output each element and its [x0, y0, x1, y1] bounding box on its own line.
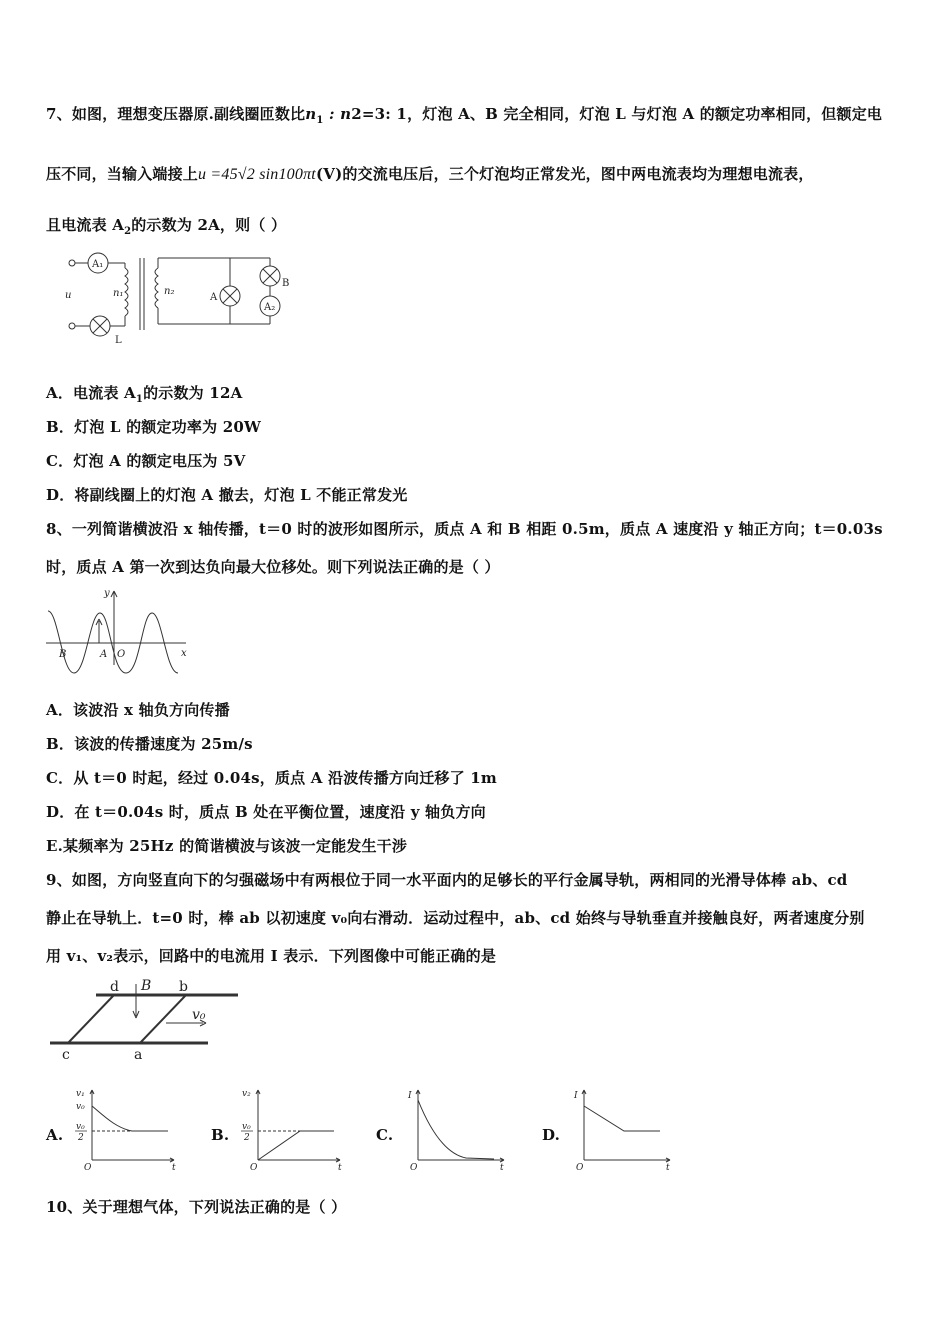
svg-text:v₀: v₀ — [76, 1122, 85, 1132]
rod-ab — [140, 995, 186, 1043]
graph-a-curve — [92, 1106, 168, 1131]
rail-v0-label: v₀ — [192, 1007, 206, 1023]
rails-figure — [48, 976, 248, 1061]
primary-coil — [125, 268, 128, 316]
svg-text:I: I — [408, 1091, 412, 1101]
transformer-circuit-figure — [60, 246, 310, 346]
voltage-formula: u =45√2 sin100πt — [198, 166, 316, 183]
svg-text:O: O — [84, 1163, 92, 1173]
svg-text:O: O — [410, 1163, 418, 1173]
q8-option-c: C．从 t＝0 时起，经过 0.04s，质点 A 沿波传播方向迁移了 1m — [46, 769, 497, 787]
svg-text:t: t — [500, 1163, 504, 1173]
rail-c-label: c — [62, 1047, 70, 1063]
q9-graph-a-letter: A. — [46, 1126, 64, 1144]
rail-b-label: b — [179, 979, 188, 995]
wave-figure — [44, 585, 194, 670]
q7-option-c: C．灯泡 A 的额定电压为 5V — [46, 452, 246, 470]
graph-d-curve — [584, 1106, 660, 1131]
q7-option-d: D．将副线圈上的灯泡 A 撤去，灯泡 L 不能正常发光 — [46, 486, 408, 504]
svg-text:O: O — [576, 1163, 584, 1173]
secondary-coil — [155, 268, 158, 308]
q8-option-d: D．在 t＝0.04s 时，质点 B 处在平衡位置，速度沿 y 轴负方向 — [46, 803, 486, 821]
wave-x-label: x — [181, 648, 187, 659]
graph-b-curve — [258, 1131, 334, 1160]
a-label: A — [210, 292, 218, 303]
q8-line1: 8、一列简谐横波沿 x 轴传播，t＝0 时的波形如图所示，质点 A 和 B 相距 0.5m，质点 A 速度沿 y 轴正方向；t＝0.03s — [46, 520, 883, 538]
q7-line3: 且电流表 $A_2$的示数为 2A，则（ ） — [46, 216, 287, 237]
wave-y-label: y — [104, 588, 110, 599]
wave-curve — [48, 611, 178, 673]
q8-option-a: A．该波沿 x 轴负方向传播 — [46, 701, 230, 719]
q8-option-e: E.某频率为 25Hz 的简谐横波与该波一定能发生干涉 — [46, 837, 408, 855]
q9-graph-c — [396, 1086, 516, 1171]
rail-a-label: a — [134, 1047, 143, 1063]
svg-text:v₀: v₀ — [76, 1102, 85, 1112]
q7-line2: 压不同，当输入端接上u =45√2 sin100πt(V)的交流电压后，三个灯泡均正常发光，图中两电流表均为理想电流表， — [46, 165, 814, 183]
rail-d-label: d — [110, 979, 119, 995]
svg-text:t: t — [666, 1163, 670, 1173]
svg-text:I: I — [574, 1091, 578, 1101]
q9-line3: 用 v₁、v₂表示，回路中的电流用 I 表示．下列图像中可能正确的是 — [46, 947, 497, 965]
n2-label: n₂ — [164, 286, 175, 297]
svg-text:t: t — [338, 1163, 342, 1173]
q8-option-b: B．该波的传播速度为 25m/s — [46, 735, 253, 753]
q9-graph-a — [64, 1086, 184, 1171]
a1-label: A₁ — [92, 259, 104, 270]
svg-text:t: t — [172, 1163, 176, 1173]
graph-c-curve — [418, 1100, 494, 1159]
b-label: B — [282, 278, 290, 289]
q9-graph-d — [562, 1086, 682, 1171]
input-terminal-bottom — [69, 323, 75, 329]
q10-line1: 10、关于理想气体，下列说法正确的是（ ） — [46, 1198, 347, 1216]
q7-option-b: B．灯泡 L 的额定功率为 20W — [46, 418, 262, 436]
input-terminal-top — [69, 260, 75, 266]
svg-text:O: O — [250, 1163, 258, 1173]
svg-text:v₂: v₂ — [242, 1089, 251, 1099]
wave-origin-label: O — [117, 649, 126, 660]
q9-line2: 静止在导轨上．t=0 时，棒 ab 以初速度 v₀向右滑动．运动过程中，ab、cd 始终与导轨垂直并接触良好，两者速度分别 — [46, 909, 865, 927]
wave-a-label: A — [100, 649, 108, 660]
q9-graph-d-letter: D. — [542, 1126, 561, 1144]
l-label: L — [115, 335, 122, 346]
wave-b-label: B — [59, 649, 67, 660]
q7-line1: 7、如图，理想变压器原.副线圈匝数比$n_1$ : n2=3: 1，灯泡 A、B 完全相同，灯泡 L 与灯泡 A 的额定功率相同，但额定电 — [46, 105, 883, 126]
svg-text:v₀: v₀ — [242, 1122, 251, 1132]
rail-b-field-label: B — [141, 978, 152, 994]
a2-label: A₂ — [264, 302, 276, 313]
svg-text:2: 2 — [78, 1133, 84, 1143]
svg-text:2: 2 — [244, 1133, 250, 1143]
q9-graph-c-letter: C. — [376, 1126, 394, 1144]
q7-option-a: A．电流表 $A_1$的示数为 12A — [46, 384, 243, 405]
q9-graph-b-letter: B. — [211, 1126, 230, 1144]
rod-cd — [68, 995, 114, 1043]
svg-text:v₁: v₁ — [76, 1089, 85, 1099]
q9-graph-b — [230, 1086, 350, 1171]
q9-line1: 9、如图，方向竖直向下的匀强磁场中有两根位于同一水平面内的足够长的平行金属导轨，两相同的光滑导体棒 ab、cd — [46, 871, 848, 889]
q8-line2: 时，质点 A 第一次到达负向最大位移处。则下列说法正确的是（ ） — [46, 558, 500, 576]
u-label: u — [65, 290, 72, 301]
n1-label: n₁ — [113, 288, 124, 299]
